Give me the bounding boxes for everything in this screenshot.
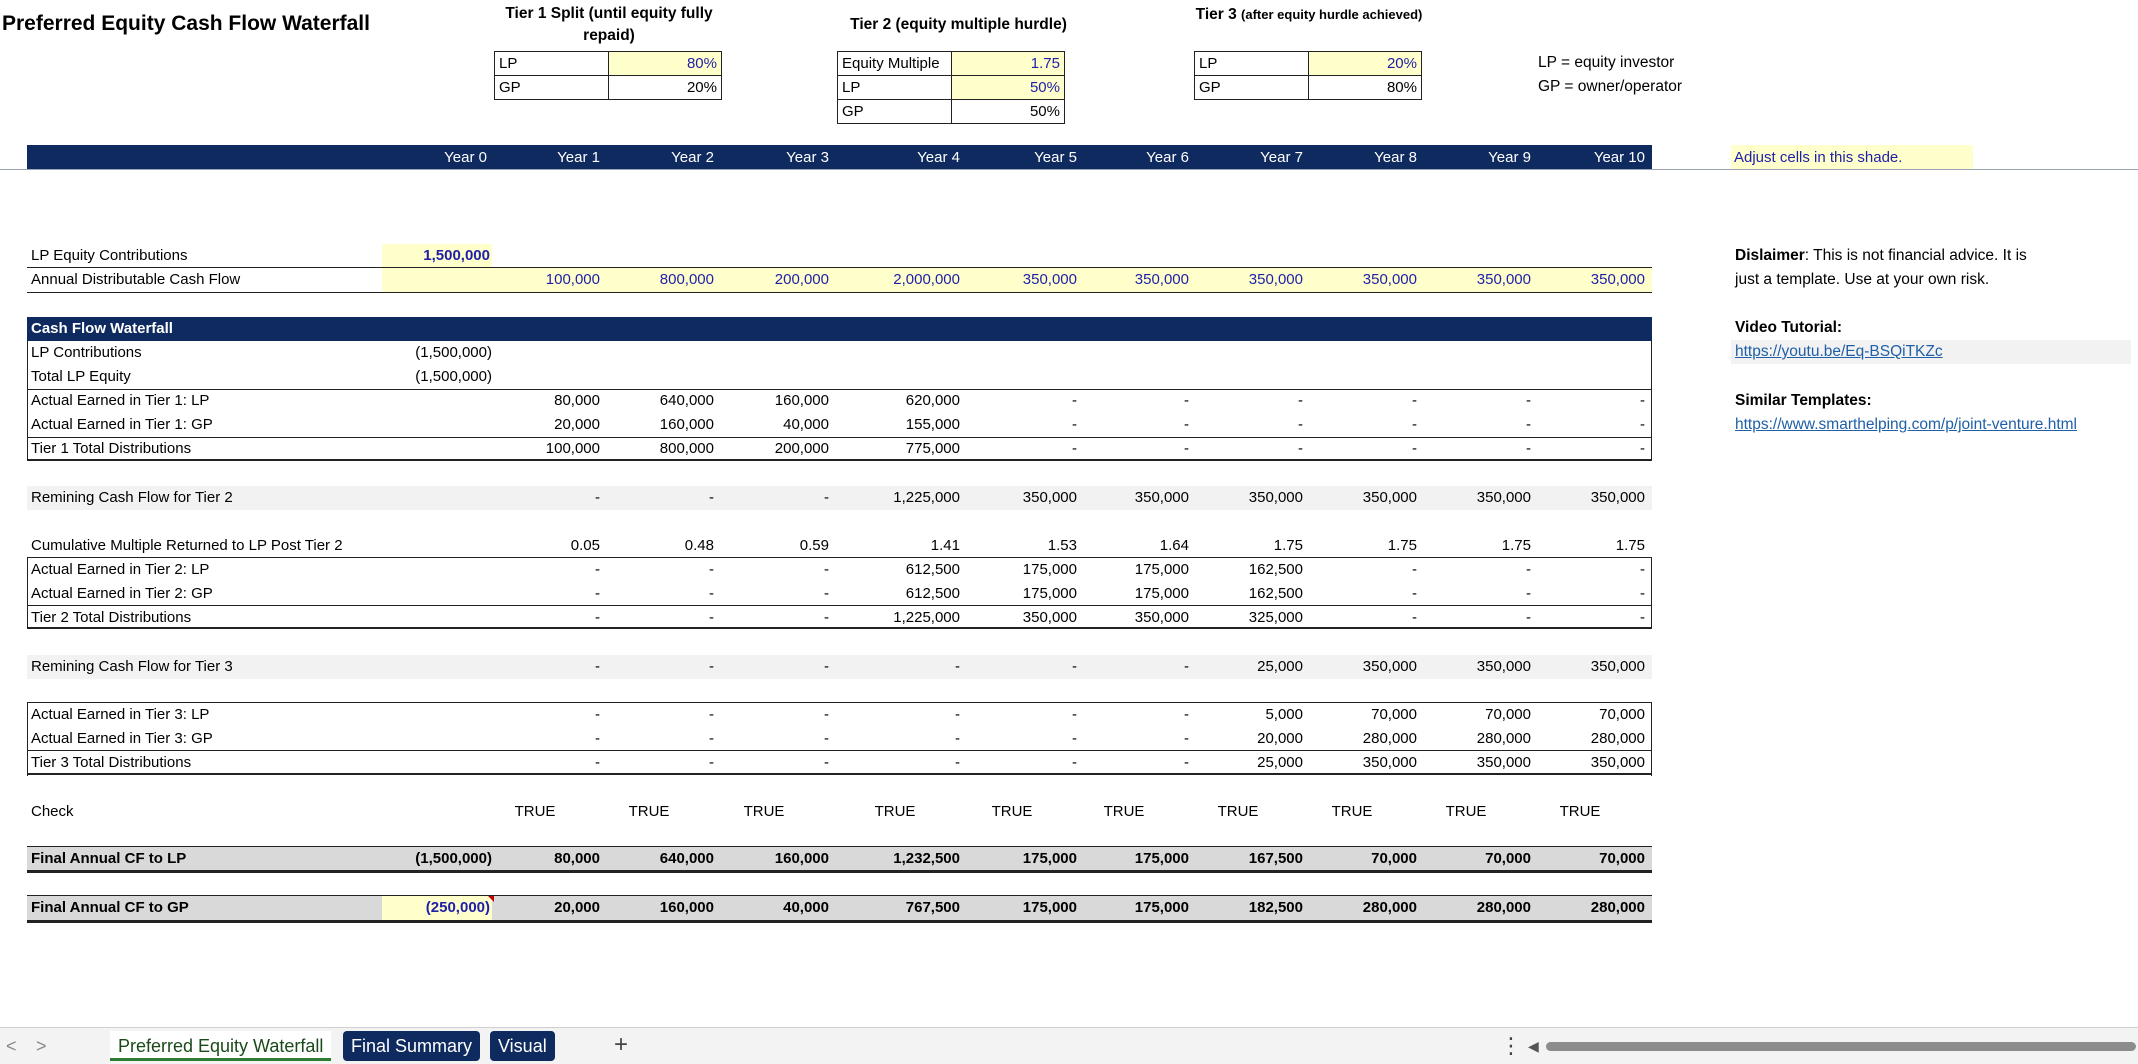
- waterfall-t3-tot-y7[interactable]: 25,000: [1257, 754, 1303, 771]
- total-lp-y0[interactable]: (1,500,000): [415, 368, 492, 385]
- waterfall-t1-gp-y9[interactable]: -: [1526, 416, 1531, 433]
- lp-equity-input[interactable]: 1,500,000: [382, 244, 492, 268]
- more-options-icon[interactable]: ⋮: [1500, 1033, 1522, 1058]
- waterfall-rem3-y8[interactable]: 350,000: [1362, 658, 1417, 675]
- waterfall-t1-tot-y1[interactable]: 100,000: [545, 440, 600, 457]
- waterfall-t1-tot-y10[interactable]: -: [1640, 440, 1645, 457]
- waterfall-mult-y9[interactable]: 1.75: [1501, 537, 1531, 554]
- waterfall-rem2-y4[interactable]: 1,225,000: [893, 489, 960, 506]
- waterfall-t2-gp-y10[interactable]: -: [1640, 585, 1645, 602]
- waterfall-t2-tot-y2[interactable]: -: [709, 609, 714, 626]
- rem3-label[interactable]: Remining Cash Flow for Tier 3: [31, 658, 233, 675]
- waterfall-t2-tot-y7[interactable]: 325,000: [1248, 609, 1303, 626]
- video-tutorial-label: Video Tutorial:: [1735, 319, 1843, 336]
- year-header-8: Year 8: [1374, 149, 1417, 166]
- disclaimer-line1: [1735, 244, 2027, 268]
- tier3-block-right: [1651, 702, 1652, 776]
- waterfall-t1-gp-y6[interactable]: -: [1184, 416, 1189, 433]
- waterfall-t1-lp-y2[interactable]: 640,000: [659, 392, 714, 409]
- waterfall-rem2-y1[interactable]: -: [595, 489, 600, 506]
- inputs-adcf-y7[interactable]: 350,000: [1248, 271, 1303, 288]
- waterfall-t2-gp-y3[interactable]: -: [824, 585, 829, 602]
- waterfall-t1-gp-y2[interactable]: 160,000: [659, 416, 714, 433]
- waterfall-final-lp-y5[interactable]: 175,000: [1022, 850, 1077, 867]
- lp-equity-label[interactable]: LP Equity Contributions: [31, 247, 188, 264]
- waterfall-t1-tot-y6[interactable]: -: [1184, 440, 1189, 457]
- waterfall-t1-gp-y8[interactable]: -: [1412, 416, 1417, 433]
- waterfall-final-lp-y1[interactable]: 80,000: [554, 850, 600, 867]
- t1-lp-label[interactable]: Actual Earned in Tier 1: LP: [31, 392, 210, 409]
- tier3-gp-label[interactable]: GP: [1195, 76, 1309, 100]
- tab-final-summary[interactable]: Final Summary: [343, 1031, 480, 1061]
- waterfall-t1-gp-y1[interactable]: 20,000: [554, 416, 600, 433]
- waterfall-t2-tot-y3[interactable]: -: [824, 609, 829, 626]
- tier3-gp-value[interactable]: 80%: [1309, 76, 1422, 100]
- waterfall-t2-lp-y9[interactable]: -: [1526, 561, 1531, 578]
- waterfall-t1-tot-y7[interactable]: -: [1298, 440, 1303, 457]
- waterfall-rem3-y2[interactable]: -: [709, 658, 714, 675]
- tier1-gp-value[interactable]: 20%: [609, 76, 722, 100]
- tier1-lp-label[interactable]: LP: [495, 52, 609, 76]
- waterfall-t1-lp-y4[interactable]: 620,000: [905, 392, 960, 409]
- waterfall-t1-gp-y3[interactable]: 40,000: [783, 416, 829, 433]
- waterfall-final-lp-y2[interactable]: 640,000: [659, 850, 714, 867]
- waterfall-t3-gp-y2[interactable]: -: [709, 730, 714, 747]
- t1-total-label[interactable]: Tier 1 Total Distributions: [31, 440, 192, 457]
- legend-lp: LP = equity investor: [1538, 54, 1675, 71]
- waterfall-rem2-y10[interactable]: 350,000: [1590, 489, 1645, 506]
- waterfall-final-lp-y4[interactable]: 1,232,500: [893, 850, 960, 867]
- waterfall-rem3-y1[interactable]: -: [595, 658, 600, 675]
- waterfall-t3-lp-y5[interactable]: -: [1072, 706, 1077, 723]
- waterfall-rem3-y9[interactable]: 350,000: [1476, 658, 1531, 675]
- waterfall-t3-tot-y10[interactable]: 350,000: [1590, 754, 1645, 771]
- waterfall-t3-gp-y8[interactable]: 280,000: [1362, 730, 1417, 747]
- waterfall-t2-lp-y5[interactable]: 175,000: [1022, 561, 1077, 578]
- waterfall-t3-tot-y6[interactable]: -: [1184, 754, 1189, 771]
- waterfall-final-lp-y6[interactable]: 175,000: [1134, 850, 1189, 867]
- waterfall-t3-lp-y4[interactable]: -: [955, 706, 960, 723]
- adcf-label[interactable]: Annual Distributable Cash Flow: [31, 271, 241, 288]
- year-header-2: Year 2: [671, 149, 714, 166]
- check-y4[interactable]: TRUE: [874, 803, 916, 820]
- waterfall-t1-lp-y7[interactable]: -: [1298, 392, 1303, 409]
- waterfall-t1-gp-y7[interactable]: -: [1298, 416, 1303, 433]
- inputs-adcf-y1[interactable]: 100,000: [545, 271, 600, 288]
- shade-note[interactable]: Adjust cells in this shade.: [1731, 145, 1973, 169]
- waterfall-t3-gp-y9[interactable]: 280,000: [1476, 730, 1531, 747]
- similar-templates-link-cell: [1735, 413, 2077, 437]
- waterfall-t3-tot-y8[interactable]: 350,000: [1362, 754, 1417, 771]
- tier3-block-left: [27, 702, 28, 776]
- year-header-0: Year 0: [444, 149, 487, 166]
- year-header-4: Year 4: [917, 149, 960, 166]
- video-tutorial-link-cell: [1731, 340, 2131, 364]
- check-y3[interactable]: TRUE: [743, 803, 785, 820]
- waterfall-t3-gp-y5[interactable]: -: [1072, 730, 1077, 747]
- waterfall-t1-tot-y5[interactable]: -: [1072, 440, 1077, 457]
- waterfall-rem3-y10[interactable]: 350,000: [1590, 658, 1645, 675]
- waterfall-t1-lp-y3[interactable]: 160,000: [774, 392, 829, 409]
- check-y6[interactable]: TRUE: [1103, 803, 1145, 820]
- waterfall-t2-tot-y6[interactable]: 350,000: [1134, 609, 1189, 626]
- waterfall-rem2-y8[interactable]: 350,000: [1362, 489, 1417, 506]
- waterfall-t3-gp-y6[interactable]: -: [1184, 730, 1189, 747]
- waterfall-t3-lp-y2[interactable]: -: [709, 706, 714, 723]
- waterfall-t2-lp-y3[interactable]: -: [824, 561, 829, 578]
- waterfall-t3-gp-y3[interactable]: -: [824, 730, 829, 747]
- t2-gp-label[interactable]: Actual Earned in Tier 2: GP: [31, 585, 213, 602]
- waterfall-t1-gp-y10[interactable]: -: [1640, 416, 1645, 433]
- waterfall-t2-lp-y7[interactable]: 162,500: [1248, 561, 1303, 578]
- waterfall-t1-tot-y3[interactable]: 200,000: [774, 440, 829, 457]
- multiple-label[interactable]: Cumulative Multiple Returned to LP Post Tier 2: [31, 537, 343, 554]
- waterfall-rem2-y9[interactable]: 350,000: [1476, 489, 1531, 506]
- check-y9[interactable]: TRUE: [1445, 803, 1487, 820]
- inputs-adcf-y4[interactable]: 2,000,000: [893, 271, 960, 288]
- year-header-1: Year 1: [557, 149, 600, 166]
- tier1-lp-input[interactable]: 80%: [609, 52, 722, 76]
- header-divider: [0, 169, 2138, 170]
- waterfall-t2-tot-y4[interactable]: 1,225,000: [893, 609, 960, 626]
- waterfall-t1-tot-y2[interactable]: 800,000: [659, 440, 714, 457]
- year-header-6: Year 6: [1146, 149, 1189, 166]
- waterfall-t1-tot-y4[interactable]: 775,000: [905, 440, 960, 457]
- waterfall-t3-tot-y1[interactable]: -: [595, 754, 600, 771]
- tier2-multiple-label[interactable]: Equity Multiple: [838, 52, 952, 76]
- waterfall-t3-lp-y6[interactable]: -: [1184, 706, 1189, 723]
- waterfall-mult-y1[interactable]: 0.05: [570, 537, 600, 554]
- waterfall-t1-gp-y5[interactable]: -: [1072, 416, 1077, 433]
- check-y7[interactable]: TRUE: [1217, 803, 1259, 820]
- tier2-table: [837, 51, 1065, 124]
- t3-total-label[interactable]: Tier 3 Total Distributions: [31, 754, 192, 771]
- final-gp-y0[interactable]: (250,000): [382, 896, 492, 920]
- waterfall-final-lp-y7[interactable]: 167,500: [1248, 850, 1303, 867]
- waterfall-t2-gp-y7[interactable]: 162,500: [1248, 585, 1303, 602]
- inputs-adcf-y2[interactable]: 800,000: [659, 271, 714, 288]
- check-y1[interactable]: TRUE: [514, 803, 556, 820]
- waterfall-mult-y4[interactable]: 1.41: [930, 537, 960, 554]
- waterfall-final-gp-y8[interactable]: 280,000: [1362, 899, 1417, 916]
- waterfall-t3-lp-y3[interactable]: -: [824, 706, 829, 723]
- waterfall-t2-gp-y6[interactable]: 175,000: [1134, 585, 1189, 602]
- waterfall-header: Cash Flow Waterfall: [27, 317, 1652, 341]
- waterfall-final-gp-y4[interactable]: 767,500: [905, 899, 960, 916]
- waterfall-mult-y10[interactable]: 1.75: [1615, 537, 1645, 554]
- t1-gp-label[interactable]: Actual Earned in Tier 1: GP: [31, 416, 213, 433]
- waterfall-final-gp-y6[interactable]: 175,000: [1134, 899, 1189, 916]
- tier2-lp-label[interactable]: LP: [838, 76, 952, 100]
- tab-visual[interactable]: Visual: [490, 1031, 555, 1061]
- t2-total-label[interactable]: Tier 2 Total Distributions: [31, 609, 192, 626]
- add-sheet-button[interactable]: +: [614, 1031, 629, 1058]
- page-title: Preferred Equity Cash Flow Waterfall: [2, 12, 370, 35]
- waterfall-t3-lp-y8[interactable]: 70,000: [1371, 706, 1417, 723]
- tier2-gp-label[interactable]: GP: [838, 100, 952, 124]
- waterfall-t2-lp-y6[interactable]: 175,000: [1134, 561, 1189, 578]
- waterfall-final-lp-y3[interactable]: 160,000: [774, 850, 829, 867]
- waterfall-rem3-y6[interactable]: -: [1184, 658, 1189, 675]
- video-tutorial-link[interactable]: https://youtu.be/Eq-BSQiTKZc: [1735, 343, 1943, 360]
- check-label[interactable]: Check: [31, 803, 74, 820]
- tier2-multiple-input[interactable]: 1.75: [952, 52, 1065, 76]
- inputs-adcf-y8[interactable]: 350,000: [1362, 271, 1417, 288]
- waterfall-final-lp-y8[interactable]: 70,000: [1371, 850, 1417, 867]
- tier1-table: [494, 51, 722, 100]
- waterfall-t2-lp-y10[interactable]: -: [1640, 561, 1645, 578]
- waterfall-t1-tot-y9[interactable]: -: [1526, 440, 1531, 457]
- waterfall-t2-tot-y5[interactable]: 350,000: [1022, 609, 1077, 626]
- waterfall-rem2-y6[interactable]: 350,000: [1134, 489, 1189, 506]
- prev-sheet-icon[interactable]: <: [6, 1036, 17, 1056]
- waterfall-t2-tot-y1[interactable]: -: [595, 609, 600, 626]
- waterfall-final-gp-y10[interactable]: 280,000: [1590, 899, 1645, 916]
- waterfall-t2-gp-y4[interactable]: 612,500: [905, 585, 960, 602]
- waterfall-t3-tot-y5[interactable]: -: [1072, 754, 1077, 771]
- waterfall-t1-lp-y9[interactable]: -: [1526, 392, 1531, 409]
- tier1-gp-label[interactable]: GP: [495, 76, 609, 100]
- waterfall-rem3-y5[interactable]: -: [1072, 658, 1077, 675]
- waterfall-mult-y7[interactable]: 1.75: [1273, 537, 1303, 554]
- waterfall-final-gp-y3[interactable]: 40,000: [783, 899, 829, 916]
- waterfall-rem3-y4[interactable]: -: [955, 658, 960, 675]
- waterfall-final-gp-y9[interactable]: 280,000: [1476, 899, 1531, 916]
- waterfall-final-lp-y10[interactable]: 70,000: [1599, 850, 1645, 867]
- waterfall-t3-gp-y7[interactable]: 20,000: [1257, 730, 1303, 747]
- tier3-heading-sub: (after equity hurdle achieved): [1241, 7, 1423, 22]
- inputs-adcf-y10[interactable]: 350,000: [1590, 271, 1645, 288]
- check-y2[interactable]: TRUE: [628, 803, 670, 820]
- tier2-block-right: [1651, 557, 1652, 629]
- waterfall-final-lp-y9[interactable]: 70,000: [1485, 850, 1531, 867]
- waterfall-t3-lp-y1[interactable]: -: [595, 706, 600, 723]
- waterfall-t2-lp-y8[interactable]: -: [1412, 561, 1417, 578]
- t3-lp-label[interactable]: Actual Earned in Tier 3: LP: [31, 706, 210, 723]
- waterfall-t1-lp-y10[interactable]: -: [1640, 392, 1645, 409]
- final-gp-bottom-line: [27, 920, 1652, 923]
- tier1-heading: Tier 1 Split (until equity fully repaid): [505, 5, 713, 44]
- waterfall-t3-gp-y4[interactable]: -: [955, 730, 960, 747]
- check-y10[interactable]: TRUE: [1559, 803, 1601, 820]
- waterfall-t1-lp-y1[interactable]: 80,000: [554, 392, 600, 409]
- waterfall-t2-lp-y4[interactable]: 612,500: [905, 561, 960, 578]
- year-header-10: Year 10: [1593, 149, 1645, 166]
- waterfall-rem2-y3[interactable]: -: [824, 489, 829, 506]
- final-lp-label[interactable]: Final Annual CF to LP: [31, 850, 187, 867]
- waterfall-t1-lp-y5[interactable]: -: [1072, 392, 1077, 409]
- final-lp-y0[interactable]: (1,500,000): [415, 850, 492, 867]
- waterfall-t2-lp-y1[interactable]: -: [595, 561, 600, 578]
- disclaimer-line2: just a template. Use at your own risk.: [1735, 271, 1990, 288]
- check-y8[interactable]: TRUE: [1331, 803, 1373, 820]
- waterfall-mult-y2[interactable]: 0.48: [684, 537, 714, 554]
- waterfall-t1-gp-y4[interactable]: 155,000: [905, 416, 960, 433]
- waterfall-rem2-y7[interactable]: 350,000: [1248, 489, 1303, 506]
- waterfall-t3-tot-y2[interactable]: -: [709, 754, 714, 771]
- lp-contrib-y0[interactable]: (1,500,000): [415, 344, 492, 361]
- legend-gp: GP = owner/operator: [1538, 78, 1683, 95]
- rem2-label[interactable]: Remining Cash Flow for Tier 2: [31, 489, 233, 506]
- similar-templates-link[interactable]: https://www.smarthelping.com/p/joint-venture.html: [1735, 416, 2077, 433]
- year-header-9: Year 9: [1488, 149, 1531, 166]
- total-lp-label[interactable]: Total LP Equity: [31, 368, 131, 385]
- t3-gp-label[interactable]: Actual Earned in Tier 3: GP: [31, 730, 213, 747]
- year-header-7: Year 7: [1260, 149, 1303, 166]
- tier2-heading: Tier 2 (equity multiple hurdle): [850, 16, 1067, 33]
- final-gp-label[interactable]: Final Annual CF to GP: [31, 899, 189, 916]
- tier3-heading: [1194, 4, 1424, 25]
- inputs-adcf-y6[interactable]: 350,000: [1134, 271, 1189, 288]
- waterfall-t3-lp-y7[interactable]: 5,000: [1265, 706, 1303, 723]
- waterfall-final-gp-y1[interactable]: 20,000: [554, 899, 600, 916]
- waterfall-t2-tot-y9[interactable]: -: [1526, 609, 1531, 626]
- tier2-lp-input[interactable]: 50%: [952, 76, 1065, 100]
- waterfall-t3-gp-y1[interactable]: -: [595, 730, 600, 747]
- waterfall-t3-lp-y10[interactable]: 70,000: [1599, 706, 1645, 723]
- next-sheet-icon[interactable]: >: [36, 1036, 47, 1056]
- waterfall-t1-tot-y8[interactable]: -: [1412, 440, 1417, 457]
- waterfall-t3-tot-y9[interactable]: 350,000: [1476, 754, 1531, 771]
- tier2-gp-value[interactable]: 50%: [952, 100, 1065, 124]
- waterfall-mult-y8[interactable]: 1.75: [1387, 537, 1417, 554]
- t2-lp-label[interactable]: Actual Earned in Tier 2: LP: [31, 561, 210, 578]
- waterfall-rem3-y7[interactable]: 25,000: [1257, 658, 1303, 675]
- tier1-block-left: [27, 341, 28, 461]
- tier3-heading-main: Tier 3: [1195, 6, 1237, 23]
- lp-contrib-label[interactable]: LP Contributions: [31, 344, 142, 361]
- tier3-lp-label[interactable]: LP: [1195, 52, 1309, 76]
- waterfall-t2-lp-y2[interactable]: -: [709, 561, 714, 578]
- disclaimer-text1: : This is not financial advice. It is: [1804, 247, 2027, 264]
- waterfall-t2-gp-y5[interactable]: 175,000: [1022, 585, 1077, 602]
- tab-preferred-equity-waterfall[interactable]: Preferred Equity Waterfall: [110, 1031, 331, 1061]
- tier2-block-left: [27, 557, 28, 629]
- waterfall-t1-lp-y8[interactable]: -: [1412, 392, 1417, 409]
- inputs-adcf-y5[interactable]: 350,000: [1022, 271, 1077, 288]
- year-header-3: Year 3: [786, 149, 829, 166]
- waterfall-t2-gp-y8[interactable]: -: [1412, 585, 1417, 602]
- disclaimer-bold: Dislaimer: [1735, 247, 1805, 264]
- waterfall-mult-y5[interactable]: 1.53: [1047, 537, 1077, 554]
- horizontal-scrollbar[interactable]: [1546, 1042, 2136, 1051]
- waterfall-final-gp-y7[interactable]: 182,500: [1248, 899, 1303, 916]
- waterfall-t2-gp-y1[interactable]: -: [595, 585, 600, 602]
- waterfall-mult-y3[interactable]: 0.59: [799, 537, 829, 554]
- check-y5[interactable]: TRUE: [991, 803, 1033, 820]
- waterfall-t3-gp-y10[interactable]: 280,000: [1590, 730, 1645, 747]
- waterfall-t2-tot-y8[interactable]: -: [1412, 609, 1417, 626]
- waterfall-t3-tot-y3[interactable]: -: [824, 754, 829, 771]
- waterfall-rem3-y3[interactable]: -: [824, 658, 829, 675]
- waterfall-rem2-y2[interactable]: -: [709, 489, 714, 506]
- scroll-left-icon[interactable]: ◀: [1528, 1038, 1539, 1054]
- year-header-5: Year 5: [1034, 149, 1077, 166]
- waterfall-t1-lp-y6[interactable]: -: [1184, 392, 1189, 409]
- waterfall-rem2-y5[interactable]: 350,000: [1022, 489, 1077, 506]
- waterfall-t2-gp-y9[interactable]: -: [1526, 585, 1531, 602]
- inputs-adcf-y9[interactable]: 350,000: [1476, 271, 1531, 288]
- waterfall-final-gp-y2[interactable]: 160,000: [659, 899, 714, 916]
- waterfall-t3-tot-y4[interactable]: -: [955, 754, 960, 771]
- waterfall-final-gp-y5[interactable]: 175,000: [1022, 899, 1077, 916]
- waterfall-t2-tot-y10[interactable]: -: [1640, 609, 1645, 626]
- waterfall-t3-lp-y9[interactable]: 70,000: [1485, 706, 1531, 723]
- inputs-adcf-y3[interactable]: 200,000: [774, 271, 829, 288]
- tier1-block-right: [1651, 341, 1652, 461]
- tier3-table: [1194, 51, 1422, 100]
- similar-templates-label: Similar Templates:: [1735, 392, 1872, 409]
- waterfall-t2-gp-y2[interactable]: -: [709, 585, 714, 602]
- waterfall-mult-y6[interactable]: 1.64: [1159, 537, 1189, 554]
- tier3-lp-input[interactable]: 20%: [1309, 52, 1422, 76]
- input-bottom-line: [27, 292, 1652, 293]
